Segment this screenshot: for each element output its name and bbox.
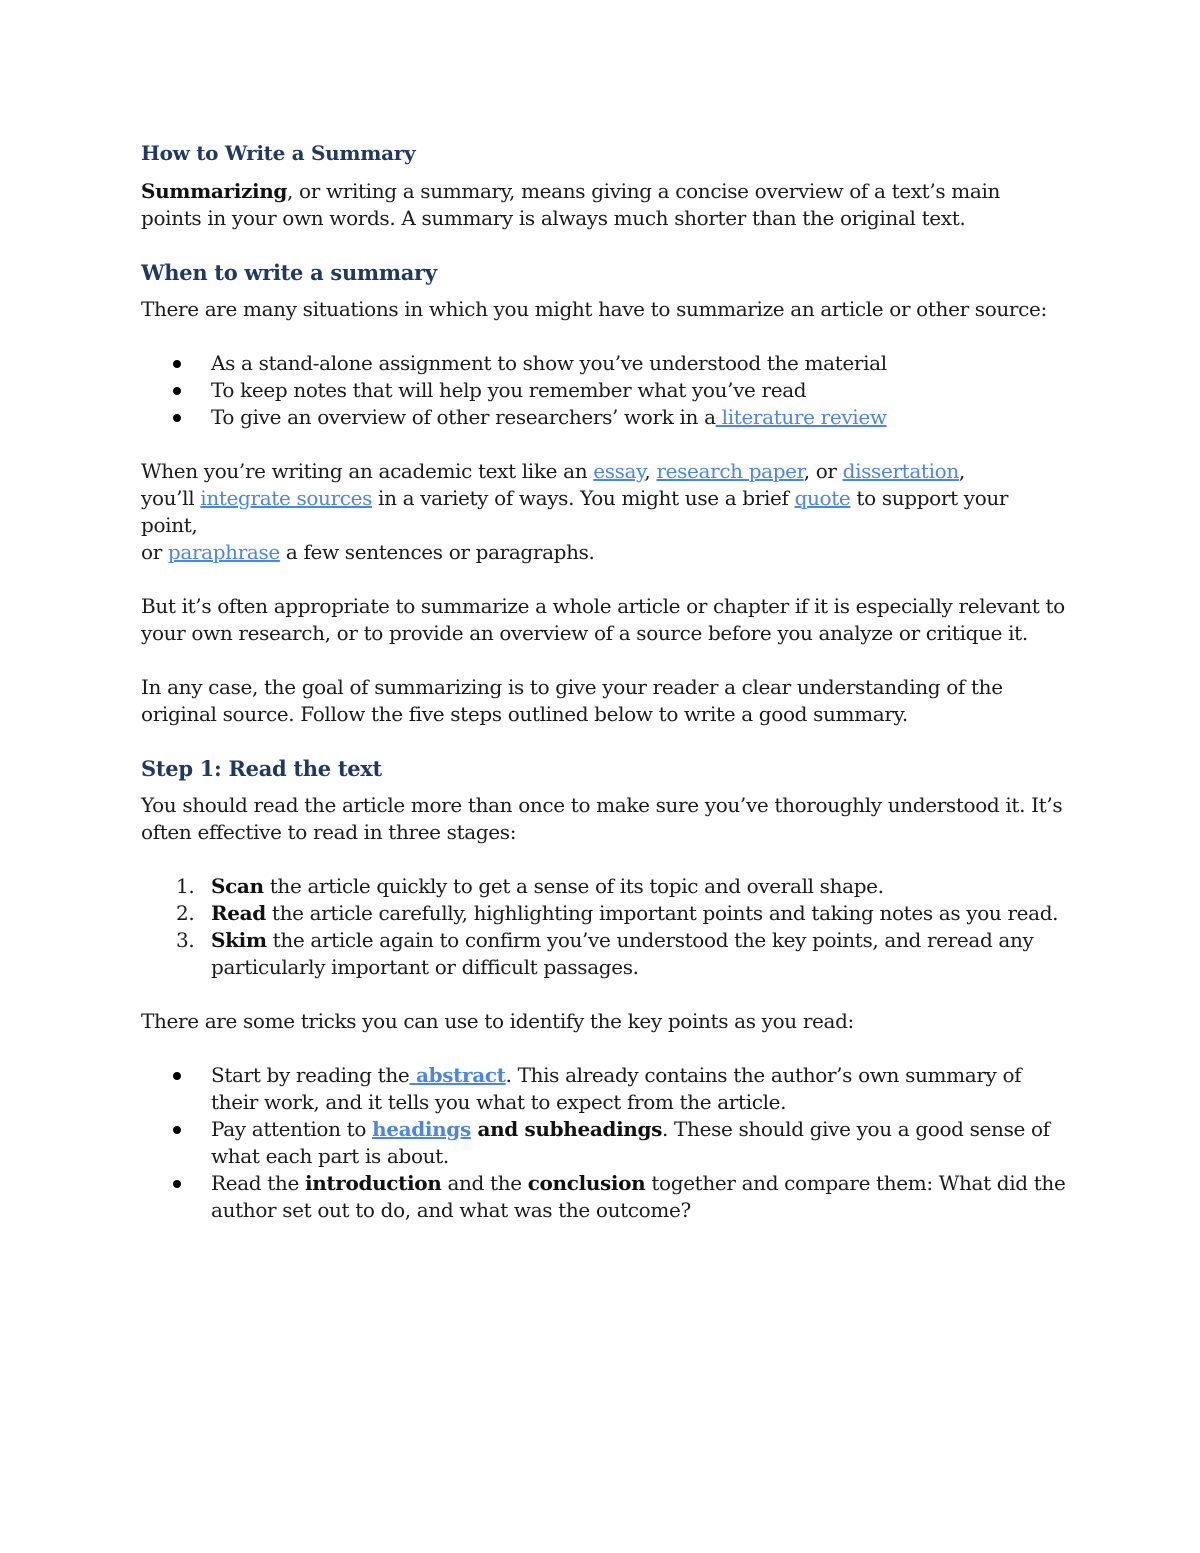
when-bullet-list [141, 350, 1066, 431]
list-item [176, 873, 1066, 900]
bullet-icon [173, 1072, 181, 1080]
stage-term: Read [211, 901, 266, 925]
list-item-text: the article carefully, highlighting important points and taking notes as you read. [265, 901, 1059, 925]
paraphrase-link[interactable]: paraphrase [167, 540, 280, 564]
bullet-icon [173, 360, 181, 368]
paragraph-text: or [141, 540, 168, 564]
paragraph-text: you’ll [141, 486, 201, 510]
stage-term: Scan [211, 874, 264, 898]
list-item-text: . These should give you a good sense of what each part is about. [211, 1117, 1050, 1168]
literature-review-link[interactable]: literature review [715, 405, 887, 429]
section-heading-when: When to write a summary [141, 260, 437, 285]
goal-paragraph: In any case, the goal of summarizing is to give your reader a clear understanding of the original source. Follow the five steps outlined below to write a good summary. [141, 675, 1003, 726]
list-number: 2. [176, 901, 195, 925]
list-item-text: To keep notes that will help you remember what you’ve read [211, 378, 807, 402]
overview-paragraph: But it’s often appropriate to summarize a whole article or chapter if it is especially relevant to your own research, or to provide an overview of a source before you analyze or critique it. [141, 594, 1065, 645]
list-item [176, 900, 1066, 927]
bold-term: conclusion [527, 1171, 646, 1195]
list-item-text: As a stand-alone assignment to show you’ve understood the material [211, 351, 887, 375]
page-title: How to Write a Summary [141, 141, 416, 165]
paragraph-text: When you’re writing an academic text like an [141, 459, 594, 483]
when-lead: There are many situations in which you might have to summarize an article or other source: [141, 297, 1047, 321]
intro-text: , or writing a summary, means giving a concise overview of a text’s main points in your own words. A summary is always much shorter than the original text. [141, 179, 1001, 230]
list-item [211, 1062, 1066, 1116]
bullet-icon [173, 414, 181, 422]
document-page [141, 140, 1066, 1251]
list-item-text: the article again to confirm you’ve understood the key points, and reread any particularly important or difficult passages. [211, 928, 1034, 979]
list-item-text: together and compare them: What did the author set out to do, and what was the outcome? [211, 1171, 1066, 1222]
dissertation-link[interactable]: dissertation [842, 459, 959, 483]
list-item-text: To give an overview of other researchers’ work in a [211, 405, 716, 429]
list-item [211, 377, 1066, 404]
bold-term: and subheadings [470, 1117, 663, 1141]
list-item [211, 1116, 1066, 1170]
bullet-icon [173, 1180, 181, 1188]
integrate-sources-link[interactable]: integrate sources [200, 486, 373, 510]
list-item [211, 350, 1066, 377]
list-item-text: Read the [211, 1171, 305, 1195]
list-item-text: Start by reading the [211, 1063, 410, 1087]
research-paper-link[interactable]: research paper [656, 459, 804, 483]
paragraph-text: a few sentences or paragraphs. [279, 540, 595, 564]
paragraph-text: , [644, 459, 657, 483]
tricks-lead: There are some tricks you can use to identify the key points as you read: [141, 1009, 854, 1033]
essay-link[interactable]: essay [593, 459, 645, 483]
paragraph-text: in a variety of ways. You might use a brief [372, 486, 795, 510]
bullet-icon [173, 387, 181, 395]
list-item-text: the article quickly to get a sense of its topic and overall shape. [263, 874, 884, 898]
step1-lead: You should read the article more than once to make sure you’ve thoroughly understood it. It’s often effective to read in three stages: [141, 793, 1063, 844]
paragraph-text: to support your point, [141, 486, 1009, 537]
bullet-icon [173, 1126, 181, 1134]
abstract-link[interactable]: abstract [409, 1063, 506, 1087]
paragraph-text: , or [803, 459, 843, 483]
list-item [211, 404, 1066, 431]
headings-link[interactable]: headings [372, 1117, 471, 1141]
list-item-text: Pay attention to [211, 1117, 373, 1141]
stage-term: Skim [211, 928, 267, 952]
reading-stages-list [141, 873, 1066, 981]
list-number: 1. [176, 874, 195, 898]
paragraph-text: , [958, 459, 965, 483]
list-item-text: and the [441, 1171, 528, 1195]
quote-link[interactable]: quote [794, 486, 851, 510]
intro-paragraph [141, 178, 1066, 232]
list-item-text: . This already contains the author’s own summary of their work, and it tells you what to expect from the article. [211, 1063, 1022, 1114]
section-heading-step1: Step 1: Read the text [141, 756, 382, 781]
list-number: 3. [176, 928, 195, 952]
academic-text-paragraph [141, 458, 1066, 566]
list-item [211, 1170, 1066, 1224]
intro-bold-term: Summarizing [141, 179, 288, 203]
tricks-bullet-list [141, 1062, 1066, 1224]
bold-term: introduction [304, 1171, 442, 1195]
list-item [176, 927, 1066, 981]
